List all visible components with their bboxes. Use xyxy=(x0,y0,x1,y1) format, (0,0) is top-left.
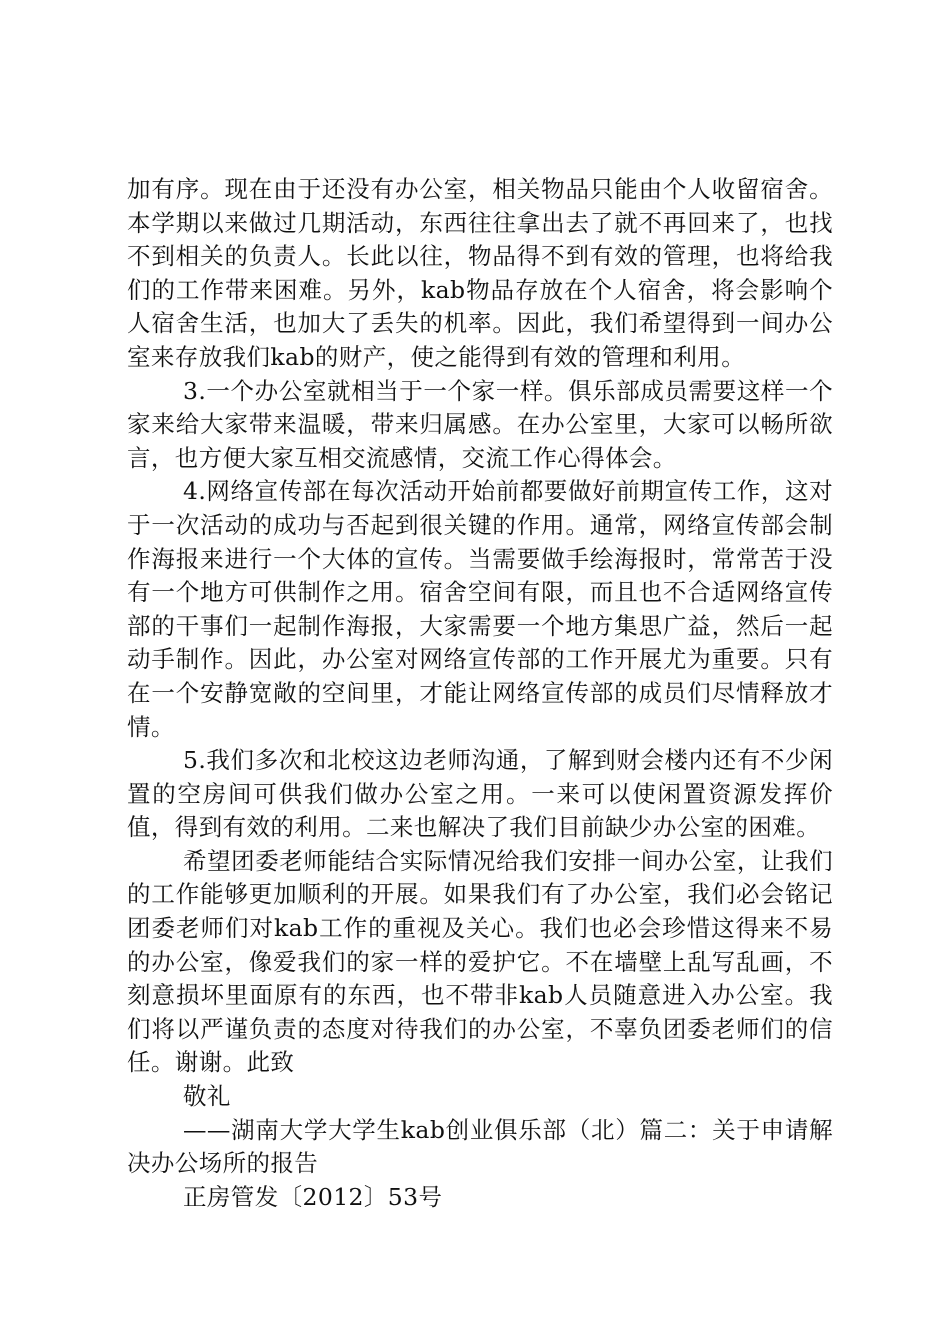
document-number: 正房管发〔2012〕53号 xyxy=(183,1182,443,1211)
closing-salutation: 敬礼 xyxy=(183,1082,231,1111)
paragraph-point-4: 4.网络宣传部在每次活动开始前都要做好前期宣传工作，这对于一次活动的成功与否起到很关键的作用。通常，网络宣传部会制作海报来进行一个大体的宣传。当需要做手绘海报时，常常苦于没有一个地方可供制作之用。宿舍空间有限，而且也不合适网络宣传部的干事们一起制作海报，大家需要一个地方集思广益，然后一起动手制作。因此，办公室对网络宣传部的工作开展尤为重要。只有在一个安静宽敞的空间里，才能让网络宣传部的成员们尽情释放才情。 xyxy=(127,477,833,741)
document-page xyxy=(127,173,833,1214)
paragraph-point-5: 5.我们多次和北校这边老师沟通，了解到财会楼内还有不少闲置的空房间可供我们做办公室之用。一来可以使闲置资源发挥价值，得到有效的利用。二来也解决了我们目前缺少办公室的困难。 xyxy=(127,746,833,842)
signature-line: ——湖南大学大学生kab创业俱乐部（北）篇二：关于申请解决办公场所的报告 xyxy=(127,1115,833,1178)
paragraph-point-3: 3.一个办公室就相当于一个家一样。俱乐部成员需要这样一个家来给大家带来温暖，带来归属感。在办公室里，大家可以畅所欲言，也方便大家互相交流感情，交流工作心得体会。 xyxy=(127,376,833,472)
paragraph-request: 希望团委老师能结合实际情况给我们安排一间办公室，让我们的工作能够更加顺利的开展。如果我们有了办公室，我们必会铭记团委老师们对kab工作的重视及关心。我们也必会珍惜这得来不易的办公室，像爱我们的家一样的爱护它。不在墙壁上乱写乱画，不刻意损坏里面原有的东西，也不带非kab人员随意进入办公室。我们将以严谨负责的态度对待我们的办公室，不辜负团委老师们的信任。谢谢。此致 xyxy=(127,846,833,1077)
paragraph-storage: 加有序。现在由于还没有办公室，相关物品只能由个人收留宿舍。本学期以来做过几期活动，东西往往拿出去了就不再回来了，也找不到相关的负责人。长此以往，物品得不到有效的管理，也将给我们的工作带来困难。另外，kab物品存放在个人宿舍，将会影响个人宿舍生活，也加大了丢失的机率。因此，我们希望得到一间办公室来存放我们kab的财产，使之能得到有效的管理和利用。 xyxy=(127,175,833,371)
